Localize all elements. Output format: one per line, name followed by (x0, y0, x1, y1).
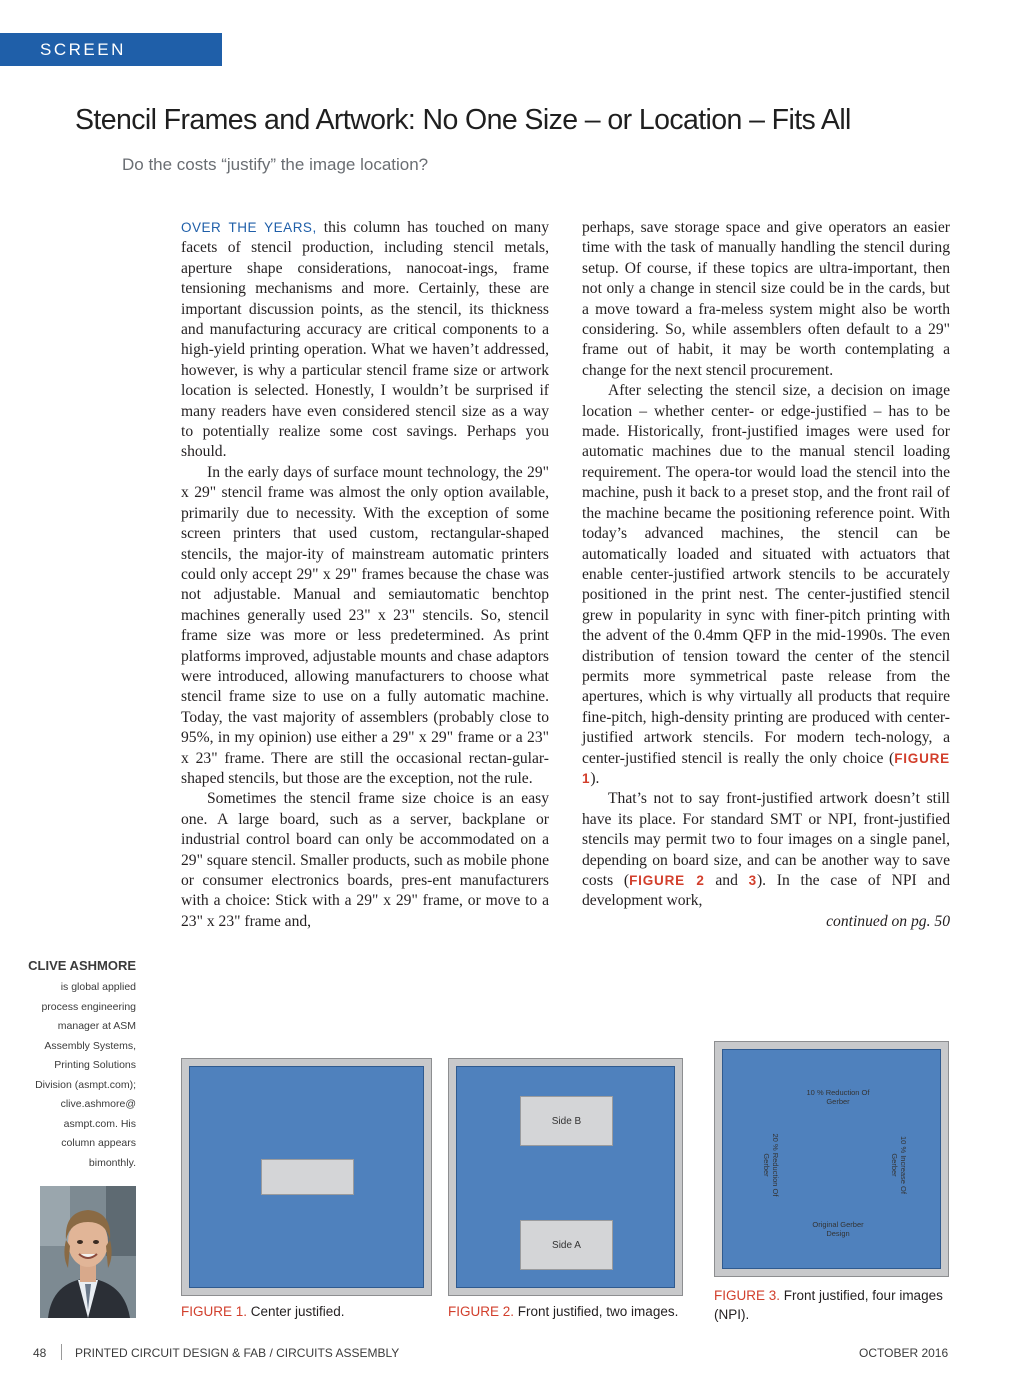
footer-divider (61, 1344, 62, 1360)
author-portrait-illustration (40, 1186, 136, 1318)
page-number: 48 (33, 1346, 47, 1360)
stencil-panel (722, 1049, 941, 1269)
figure-number: FIGURE 1. (181, 1304, 248, 1319)
article-column-2 (582, 218, 950, 932)
author-bio: is global applied process engineering manager at ASM Assembly Systems, Printing Solutions Division (asmpt.com); clive.ashmore@ asmpt.com. His column appears bimonthly. (35, 981, 136, 1169)
deck-subtitle: Do the costs “justify” the image location? (122, 155, 429, 174)
section-tag-light: SCREEN (40, 40, 126, 59)
section-tag-bold: PRINTING (40, 73, 142, 92)
left-image-label: 20 % Reduction Of Gerber (762, 1133, 780, 1197)
stencil-panel (456, 1066, 675, 1288)
lead-in: OVER THE YEARS, (181, 220, 317, 235)
author-name: CLIVE ASHMORE (28, 958, 136, 973)
caption-text: Front justified, four images (NPI). (714, 1288, 943, 1322)
author-photo (40, 1186, 136, 1318)
side-b-image: Side B (520, 1096, 613, 1146)
issue-date: OCTOBER 2016 (859, 1346, 949, 1360)
figure-3-caption (714, 1286, 954, 1324)
figure-reference: 3 (748, 873, 757, 888)
centered-image-area (261, 1159, 354, 1195)
top-image-label: 10 % Reduction Of Gerber (806, 1088, 870, 1106)
page-title: Stencil Frames and Artwork: No One Size – or Location – Fits All (75, 104, 851, 136)
paragraph (582, 789, 950, 911)
figure-3-diagram (714, 1041, 949, 1277)
section-tag (0, 33, 222, 92)
publication-name: PRINTED CIRCUIT DESIGN & FAB / CIRCUITS ASSEMBLY (75, 1346, 400, 1360)
paragraph: perhaps, save storage space and give operators an easier time with the task of manually handling the stencil during setup. Of course, if these topics are ultra-important, then not only a change in stencil size could be in the cards, but a move toward a fra-meless system might also be worth considering. So, while assemblers often default to a 29" frame out of habit, it may be worth contemplating a change for the next stencil procurement. (582, 219, 950, 379)
figure-1-diagram (181, 1058, 432, 1296)
figure-reference: FIGURE 2 (629, 873, 705, 888)
figure-number: FIGURE 2. (448, 1304, 515, 1319)
article-column-1 (181, 218, 549, 932)
paragraph-text: and (704, 872, 749, 889)
figure-number: FIGURE 3. (714, 1288, 781, 1303)
paragraph-text: That’s not to say front-justified artwork doesn’t still have its place. For standard SMT or NPI, front-justified stencils may permit two to four images on a single panel, depending on board size, and can be another way to save costs ( (582, 790, 950, 889)
stencil-panel (189, 1066, 424, 1288)
figure-2-diagram (448, 1058, 683, 1296)
caption-text: Front justified, two images. (514, 1304, 679, 1319)
figure-2-caption (448, 1302, 678, 1321)
paragraph-text: this column has touched on many facets of stencil production, including stencil metals, aperture shape considerations, nanocoat-ings, frame tensioning mechanisms and more. Certainly, these are important discussion points, as the stencil, its thickness and manufacturing accuracy are critical components to a high-yield printing operation. What we haven’t addressed, however, is why a particular stencil frame size or artwork location is selected. Honestly, I wouldn’t be surprised if many readers have even considered stencil size as a way to potentially realize some cost savings. Perhaps you should. (181, 219, 549, 461)
paragraph: Sometimes the stencil frame size choice is an easy one. A large board, such as a server, backplane or industrial control board can only be accommodated on a 29" square stencil. Smaller products, such as mobile phone or consumer electronics boards, pres-ent manufacturers with a choice: Stick with a 29" x 29" frame, or move to a 23" x 23" frame and, (181, 790, 549, 930)
paragraph-text: After selecting the stencil size, a decision on image location – whether center- or edge-justified – has to be made. Historically, front-justified images were used for automatic machines due to the manual stencil loading requirement. The opera-tor would load the stencil into the machine, push it back to a preset stop, and the front rail of the machine became the positioning reference point. With today’s advanced machines, the stencil can be automatically loaded and situated with actuators that enable center-justified artwork stencils to be accurately positioned in the print nest. The center-justified stencil grew in popularity in sync with finer-pitch printing with the advent of the 0.4mm QFP in the mid-1990s. The even distribution of tension toward the center of the stencil permits more symmetrical paste release from the apertures, which is why virtually all products that require fine-pitch, high-density printing are produced with center-justified artwork stencils. For modern tech-nology, a center-justified stencil is really the only choice ( (582, 382, 950, 767)
caption-text: Center justified. (247, 1304, 345, 1319)
continued-note: continued on pg. 50 (826, 912, 950, 930)
paragraph-text: ). (590, 769, 600, 787)
bottom-image-label: Original Gerber Design (812, 1220, 864, 1238)
paragraph-text: ). In the case of NPI and development work, (582, 872, 950, 910)
right-image-label: 10 % Increase Of Gerber (890, 1136, 908, 1194)
figure-reference: FIGURE 1 (582, 750, 950, 786)
paragraph (582, 381, 950, 789)
side-a-image: Side A (520, 1220, 613, 1270)
paragraph (181, 218, 549, 463)
paragraph: In the early days of surface mount technology, the 29" x 29" stencil frame was almost the only option available, primarily due to necessity. With the exception of some screen printers that used custom, rectangular-shaped stencils, the major-ity of mainstream automatic printers could only accept 29" x 29" frames because the chase was not adjustable. Manual and semiautomatic benchtop machines generally used 23" x 23" stencils. So, stencil frame size was more or less predetermined. As print platforms improved, adjustable mounts and chase adaptors were introduced, allowing manufacturers to choose what stencil frame size to use on a fully automatic machine. Today, the vast majority of assemblers (probably close to 95%, in my opinion) use either a 29" x 29" frame or a 23" x 23" frame. There are still the occasional rectan-gular-shaped stencils, but those are the exception, not the rule. (181, 463, 549, 787)
figure-1-caption (181, 1302, 345, 1321)
